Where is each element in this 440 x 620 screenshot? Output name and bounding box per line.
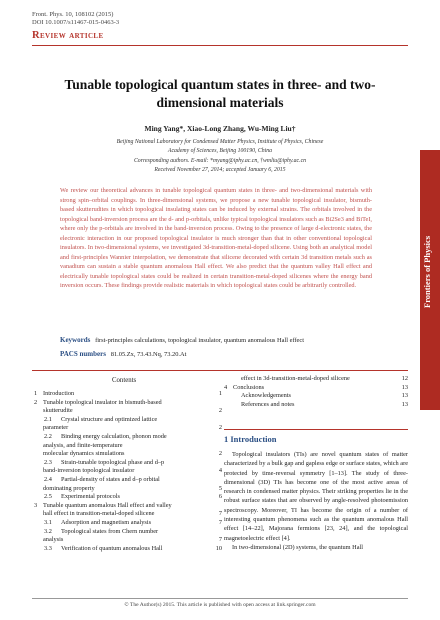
- journal-citation: Front. Phys. 10, 108102 (2015): [32, 11, 114, 18]
- toc-entry-title: effect in 3d-transition-metal-doped silicene: [241, 375, 350, 382]
- toc-entry-page: 7: [218, 510, 222, 518]
- toc-entry-page: 4: [218, 467, 222, 475]
- footer: © The Author(s) 2015. This article is published with open access at link.springer.com: [124, 602, 316, 608]
- toc-entry-page: 1: [218, 390, 222, 397]
- toc-entry[interactable]: [224, 401, 408, 410]
- toc-entry[interactable]: [34, 467, 222, 476]
- toc-end-rule: [224, 429, 408, 430]
- toc-entry[interactable]: [34, 399, 222, 408]
- toc-entry-number: 1: [34, 390, 38, 397]
- toc-entry-page: 13: [401, 400, 408, 408]
- toc-entry-title: molecular dynamics simulations: [43, 450, 125, 458]
- toc-entry[interactable]: [34, 476, 222, 485]
- footer-rule: [32, 598, 408, 599]
- toc-entry-number: 2.5: [44, 493, 52, 501]
- section-tag: Review article: [32, 30, 104, 41]
- affiliation-line: Beijing National Laboratory for Condensed Matter Physics, Institute of Physics, Chinese: [116, 139, 324, 145]
- toc-entry-title: Crystal structure and optimized lattice: [61, 415, 158, 423]
- toc-entry-page: 7: [218, 536, 222, 544]
- toc-entry-title: Acknowledgements: [241, 392, 292, 400]
- toc-entry[interactable]: [34, 545, 222, 554]
- toc-entry-title: Tunable quantum anomalous Hall effect and valley: [43, 501, 172, 509]
- toc-entry-title: analysis: [43, 536, 64, 544]
- toc-entry-title: dominating property: [43, 484, 95, 492]
- toc-entry-page: 2: [218, 407, 222, 415]
- toc-entry-number: 3.1: [44, 518, 52, 526]
- toc-entry-number: 3.2: [44, 527, 52, 535]
- toc-entry[interactable]: [34, 536, 222, 545]
- received-dates: Received November 27, 2014; accepted January 6, 2015: [154, 167, 286, 174]
- toc-entry-title: Tunable topological insulator in bismuth-based: [43, 398, 162, 406]
- toc-entry-title: analysis, and finite-temperature: [43, 441, 123, 449]
- toc-entry-number: 2: [34, 398, 38, 406]
- toc-entry-title: skutterudite: [43, 407, 73, 415]
- toc-entry-page: 12: [401, 375, 408, 382]
- toc-entry-page: 2: [218, 450, 222, 458]
- keywords: [60, 336, 372, 345]
- toc-entry-number: 3: [34, 501, 38, 509]
- sidebar-label: Frontiers of Physics: [422, 235, 432, 309]
- toc-entry[interactable]: [34, 459, 222, 468]
- toc-entry[interactable]: [34, 519, 222, 528]
- toc-entry[interactable]: [34, 407, 222, 416]
- keywords-label: Keywords: [60, 336, 91, 344]
- authors: Ming Yang*, Xiao-Long Zhang, Wu-Ming Liu†: [144, 124, 296, 133]
- toc-entry-page: 6: [218, 493, 222, 501]
- pacs-text: 81.05.Zx, 73.43.Nq, 73.20.At: [110, 351, 187, 358]
- toc-entry-title: References and notes: [241, 400, 295, 408]
- toc-right-column: [224, 375, 408, 409]
- introduction-text: [224, 450, 408, 552]
- toc-entry[interactable]: [224, 392, 408, 401]
- toc-entry-page: 13: [401, 383, 408, 391]
- header-rule: [32, 45, 408, 46]
- toc-entry-title: Binding energy calculation, phonon mode: [61, 432, 167, 440]
- journal-header: [32, 11, 119, 27]
- affiliation-line: Academy of Sciences, Beijing 100190, China: [167, 148, 273, 155]
- toc-entry-title: Adsorption and magnetism analysis: [61, 518, 152, 526]
- toc-entry-title: Strain-tunable topological phase and d–p: [61, 458, 165, 466]
- toc-entry[interactable]: [34, 450, 222, 459]
- doi: DOI 10.1007/s11467-015-0463-3: [32, 19, 120, 26]
- toc-entry[interactable]: [224, 375, 408, 384]
- toc-entry[interactable]: [34, 493, 222, 502]
- toc-entry-title: Partial-density of states and d–p orbital: [61, 475, 160, 483]
- pacs: [60, 350, 186, 358]
- contents-rule: [32, 370, 408, 371]
- toc-entry-title: Topological states from Chern number: [61, 527, 159, 535]
- toc-entry[interactable]: [34, 416, 222, 425]
- toc-entry[interactable]: [34, 510, 222, 519]
- introduction-heading: 1 Introduction: [224, 434, 277, 444]
- toc-entry[interactable]: [34, 433, 222, 442]
- toc-entry-title: Introduction: [43, 390, 75, 397]
- toc-entry-page: 13: [401, 392, 408, 400]
- toc-entry[interactable]: [34, 485, 222, 494]
- toc-entry-title: Verification of quantum anomalous Hall: [61, 544, 163, 552]
- toc-entry-number: 2.4: [44, 475, 52, 483]
- toc-entry[interactable]: [224, 384, 408, 393]
- toc-entry-page: 10: [215, 544, 222, 552]
- toc-entry-title: Conclusions: [233, 383, 265, 391]
- affiliation: [0, 138, 440, 176]
- toc-entry-number: 2.3: [44, 458, 52, 466]
- toc-entry-page: 7: [218, 518, 222, 526]
- toc-entry-title: hall effect in transition-metal-doped silicene: [43, 510, 155, 518]
- toc-entry[interactable]: [34, 442, 222, 451]
- toc-entry-title: Experimental protocols: [61, 493, 120, 501]
- corresponding-authors: Corresponding authors. E-mail: *myang@iphy.ac.cn, †wmliu@iphy.ac.cn: [133, 157, 307, 164]
- toc-entry[interactable]: [34, 528, 222, 537]
- toc-entry-number: 3.3: [44, 544, 52, 552]
- toc-entry-number: 2.2: [44, 432, 52, 440]
- toc-entry-title: parameter: [43, 424, 69, 432]
- toc-entry[interactable]: [34, 502, 222, 511]
- abstract: We review our theoretical advances in tunable topological quantum states in three- and two-dimensional materials with strong spin–orbital couplings. In three-dimensional systems, we propose a new tunable topological insulator, bismuth-based skutterudites in which topological insulating states can be induced by external strains. The orbitals involved in the topological band-inversion process are the d- and p-orbitals, unlike typical topological insulators such as Bi2Se3 and BiTeI, where only the p-orbitals are involved in the band-inversion process. Owing to the presence of large d-electronic states, the electronic interaction in our proposed topological insulator is much stronger than that in other conventional topological insulators. In two-dimensional systems, we investigated 3d-transition-metal-doped silicene. Using both an analytical model and first-principles Wannier interpolation, we demonstrate that silicene decorated with certain 3d transition metals such as vanadium can sustain a stable quantum anomalous Hall effect. We also predict that the quantum valley Hall effect and electrically tunable topological states could be realized in certain transition-metal-doped silicenes where the energy band inversion occurs. These findings provide realistic materials in which topological states could be arbitrarily controlled.: [60, 187, 372, 289]
- toc-entry-page: 2: [218, 424, 222, 432]
- introduction-paragraph: Topological insulators (TIs) are novel quantum states of matter characterized by a bulk gap and gapless edge or surface states, which are protected by time-reversal symmetry [1–13]. The study of three-dimensional (3D) TIs has become one of the most active areas of research in condensed matter physics. Their striking properties lie in the robust surface states that are observed by angle-resolved photoemission spectroscopy. Moreover, TI has become the origin of a number of interesting quantum phenomena such as the quantum anomalous Hall effect [14–22], Majorana fermions [23, 24], and the topological magnetoelectric effect [4].: [224, 451, 408, 542]
- toc-entry-page: 5: [218, 484, 222, 492]
- toc-entry-number: 4: [224, 383, 228, 391]
- toc-entry-title: band-inversion topological insulator: [43, 467, 135, 475]
- introduction-paragraph: In two-dimensional (2D) systems, the quantum Hall: [232, 543, 363, 551]
- toc-left-column: [34, 390, 222, 553]
- pacs-label: PACS numbers: [60, 350, 106, 358]
- toc-entry-number: 2.1: [44, 415, 52, 423]
- toc-entry[interactable]: [34, 424, 222, 433]
- paper-title: Tunable topological quantum states in three- and two-dimensional materials: [64, 77, 376, 110]
- contents-title: Contents: [112, 377, 137, 384]
- toc-entry[interactable]: [34, 390, 222, 399]
- keywords-text: first-principles calculations, topological insulator, quantum anomalous Hall effect: [95, 337, 305, 344]
